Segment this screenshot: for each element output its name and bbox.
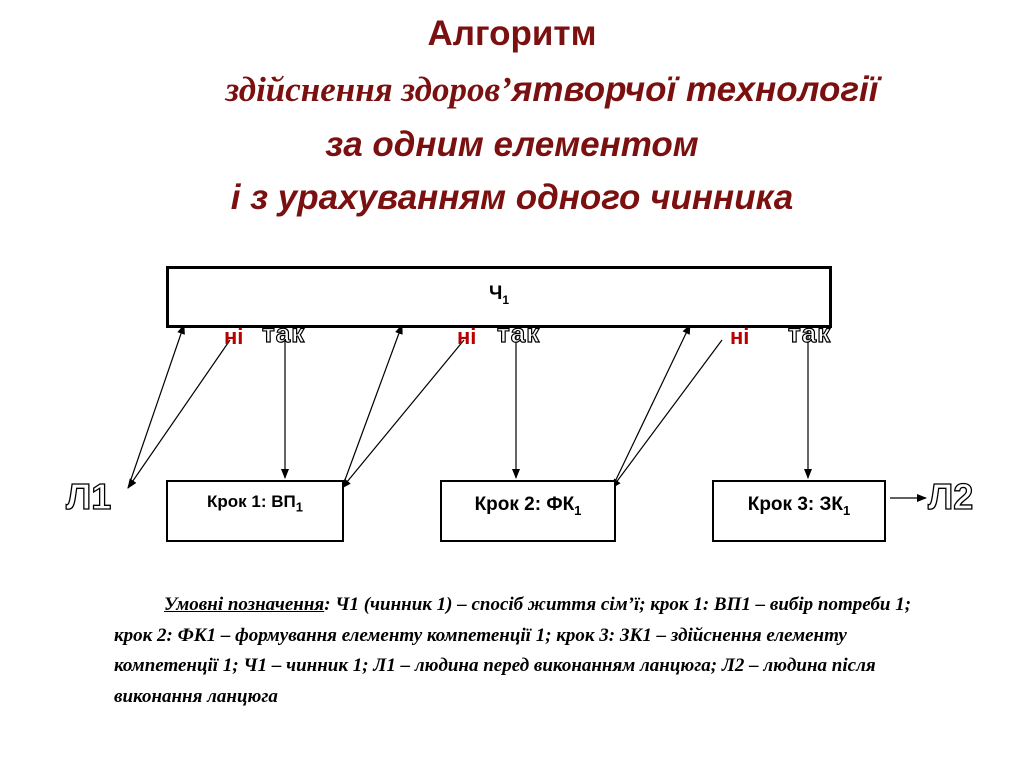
- yes-label-1: так: [262, 318, 306, 348]
- no-line-2a: [342, 340, 464, 488]
- yes-label-2: так: [497, 318, 541, 348]
- no-line-1a: [128, 340, 230, 488]
- title-line-4: і з урахуванням одного чинника: [230, 178, 794, 217]
- title-line-2-sans: ятворчої технології: [511, 70, 879, 109]
- step-2-box: [440, 480, 616, 542]
- step-3-label: Крок 3: $ЗК_1$: [747, 494, 851, 518]
- no-label-2: ні: [457, 324, 477, 349]
- step-1-box: [166, 480, 344, 542]
- step-2-label: Крок 2: $ФК_1$: [474, 494, 582, 518]
- legend-text: : Ч1 (чинник 1) – спосіб життя сім’ї; крок 1: ВП1 – вибір потреби 1; крок 2: ФК1 – формування елементу компетенції 1; крок 3: ЗК1 – здійснення елементу компетенції 1; Ч1 – чинник 1; Л1 – людина перед виконанням ланцюга; Л2 – людина після виконання ланцюга: [114, 594, 912, 707]
- person-end-label: Л2: [928, 476, 974, 517]
- yes-label-3: так: [788, 318, 832, 348]
- no-label-3: ні: [730, 324, 750, 349]
- title-line-1: Алгоритм: [427, 14, 597, 53]
- legend-key: Умовні позначення: [164, 594, 325, 615]
- no-line-3b: [612, 325, 690, 488]
- no-line-2b: [342, 325, 402, 488]
- title-line-3: за одним елементом: [325, 125, 699, 164]
- step-1-label: Крок 1: $ВП_1$: [207, 492, 303, 515]
- step-3-box: [712, 480, 886, 542]
- no-label-1: ні: [224, 324, 244, 349]
- legend-paragraph: [114, 590, 914, 712]
- factor-label: $Ч_1$: [488, 283, 510, 307]
- person-start-label: Л1: [66, 476, 112, 517]
- no-line-3a: [612, 340, 722, 488]
- no-line-1b: [128, 325, 184, 488]
- title-line-2-serif: здійснення здоров’: [225, 70, 512, 109]
